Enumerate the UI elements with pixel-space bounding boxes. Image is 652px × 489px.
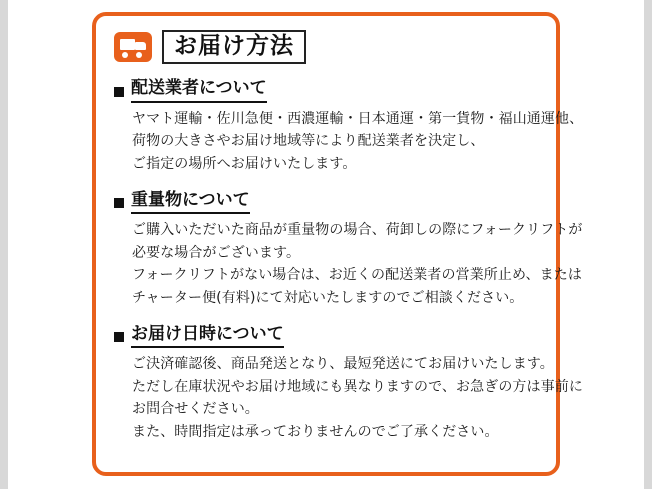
section-shipping-carriers: [114, 78, 584, 175]
section-title: 重量物について: [131, 190, 250, 214]
section-title: 配送業者について: [131, 78, 267, 102]
body-line: ご指定の場所へお届けいたします。: [132, 156, 357, 173]
body-line: フォークリフトがない場合は、お近くの配送業者の営業所止め、または: [132, 267, 582, 284]
body-line: お問合せください。: [132, 401, 259, 418]
truck-wheel-rear-shape: [136, 52, 142, 58]
section-title: お届け日時について: [131, 324, 284, 348]
body-line: 荷物の大きさやお届け地域等により配送業者を決定し、: [132, 133, 485, 150]
section-heading: [114, 190, 542, 214]
page-title: お届け方法: [174, 33, 294, 59]
truck-wheel-front-shape: [122, 52, 128, 58]
body-line: ご購入いただいた商品が重量物の場合、荷卸しの際にフォークリフトが: [132, 221, 583, 238]
body-line: また、時間指定は承っておりませんのでご了承ください。: [132, 423, 499, 440]
card-content: [114, 30, 584, 444]
truck-cab-shape: [135, 42, 146, 50]
body-line: ご決済確認後、商品発送となり、最短発送にてお届けいたします。: [132, 355, 554, 372]
black-square-bullet-icon: [114, 198, 124, 208]
body-line: チャーター便(有料)にて対応いたしますのでご相談ください。: [132, 289, 524, 306]
black-square-bullet-icon: [114, 332, 124, 342]
section-heading: [114, 324, 542, 348]
page-title-box: [162, 30, 306, 64]
black-square-bullet-icon: [114, 87, 124, 97]
left-letterbox-bar: [0, 0, 8, 489]
body-line: 必要な場合がございます。: [132, 244, 301, 261]
section-body: [132, 219, 583, 310]
section-heading: [114, 78, 542, 102]
section-delivery-datetime: [114, 323, 583, 444]
delivery-truck-icon: [114, 32, 152, 62]
right-letterbox-bar: [644, 0, 652, 489]
delivery-info-card: [92, 12, 584, 476]
card-header: [114, 30, 542, 64]
section-heavy-items: [114, 189, 583, 310]
body-line: ただし在庫状況やお届け地域にも異なりますので、お急ぎの方は事前に: [132, 378, 583, 395]
section-body: [132, 108, 584, 176]
section-body: [132, 353, 583, 444]
body-line: ヤマト運輸・佐川急便・西濃運輸・日本通運・第一貨物・福山通運他、: [132, 110, 584, 127]
truck-cargo-shape: [120, 39, 135, 50]
